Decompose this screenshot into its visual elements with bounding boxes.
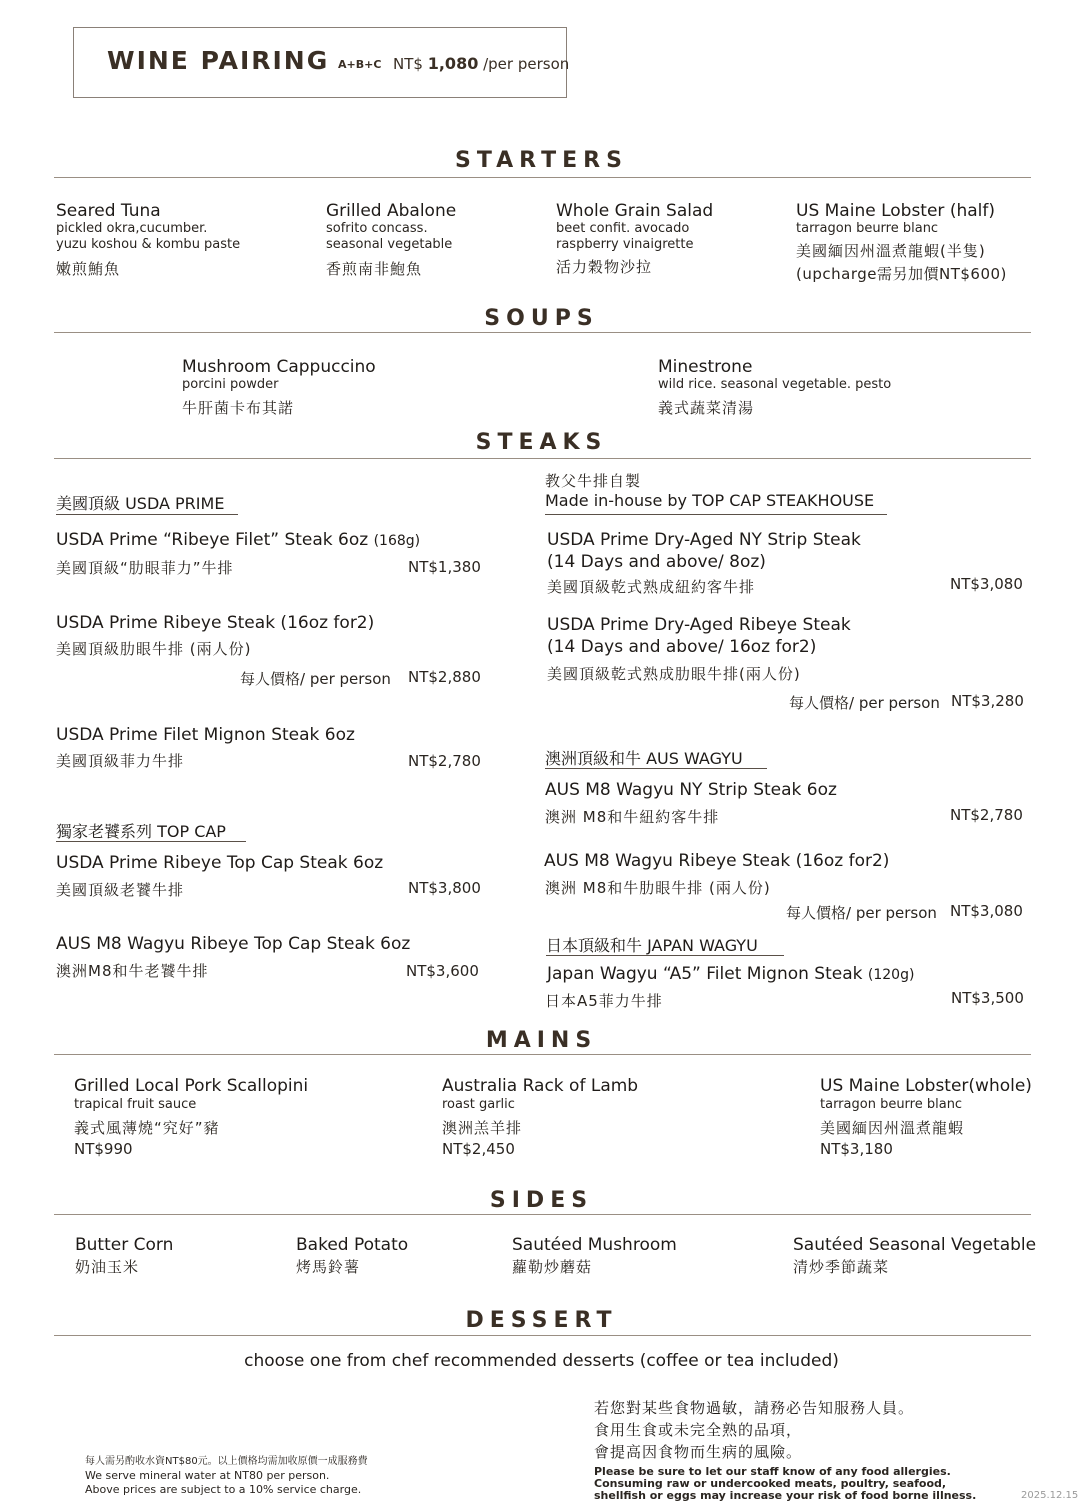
side-item [75, 1235, 173, 1277]
steak-zh: 美國頂級“肋眼菲力”牛排 [56, 559, 234, 577]
steak-zh: 美國頂級菲力牛排 [56, 752, 185, 770]
steak-name-text: Japan Wagyu “A5” Filet Mignon Steak [547, 964, 863, 984]
item-desc: seasonal vegetable [326, 237, 453, 252]
item-desc: sofrito concass. [326, 221, 428, 236]
steak-zh: 美國頂級肋眼牛排 (兩人份) [56, 640, 252, 658]
steak-weight: (168g) [373, 533, 421, 549]
main-item [820, 1076, 1032, 1158]
item-zh: 義式風薄燒“究好”豬 [74, 1119, 220, 1137]
item-zh: 義式蔬菜清湯 [658, 399, 755, 417]
item-name: Mushroom Cappuccino [182, 357, 376, 377]
item-name: Seared Tuna [56, 201, 161, 221]
item-zh: 活力穀物沙拉 [556, 258, 653, 276]
side-item [296, 1235, 408, 1277]
item-zh: 奶油玉米 [75, 1258, 140, 1276]
allergy-en-line: Consuming raw or undercooked meats, poultry, seafood, [594, 1477, 947, 1490]
mains-title: MAINS [485, 1028, 598, 1053]
item-desc: porcini powder [182, 377, 279, 392]
service-notice [85, 1455, 368, 1497]
steaks-title: STEAKS [475, 430, 608, 455]
soups-title: SOUPS [484, 306, 599, 331]
side-item [793, 1235, 1036, 1277]
in-house-underline [545, 514, 887, 515]
steak-zh: 美國頂級乾式熟成紐約客牛排 [547, 578, 756, 596]
per-person-label: 每人價格/ per person [240, 670, 391, 688]
sides-title: SIDES [489, 1188, 594, 1213]
side-item [512, 1235, 677, 1277]
item-desc: beet confit. avocado [556, 221, 690, 236]
usda-prime-underline [56, 514, 238, 515]
steak-name-text: USDA Prime “Ribeye Filet” Steak 6oz [56, 530, 369, 550]
steak-zh: 澳洲 M8和牛紐約客牛排 [545, 808, 720, 826]
steak-price: NT$3,500 [951, 989, 1024, 1007]
steak-name: AUS M8 Wagyu NY Strip Steak 6oz [545, 780, 837, 800]
item-name: Whole Grain Salad [556, 201, 714, 221]
wine-pairing-price [393, 54, 569, 73]
allergy-zh-line: 食用生食或未完全熟的品項， [594, 1421, 803, 1439]
water-notice-zh: 每人需另酌收水資NT$80元。以上價格均需加收原價一成服務費 [85, 1456, 368, 1467]
steak-name-line2: (14 Days and above/ 8oz) [547, 552, 766, 572]
in-house-header-en: Made in-house by TOP CAP STEAKHOUSE [545, 491, 875, 510]
service-charge-notice: Above prices are subject to a 10% service charge. [85, 1483, 362, 1496]
japan-wagyu-header: 日本頂級和牛 JAPAN WAGYU [546, 936, 758, 955]
steak-name: AUS M8 Wagyu Ribeye Top Cap Steak 6oz [56, 934, 411, 954]
starter-item [556, 201, 713, 277]
steaks-divider [54, 458, 1031, 459]
japan-wagyu-underline [546, 955, 784, 956]
water-notice-en: We serve mineral water at NT80 per person. [85, 1469, 330, 1482]
item-zh: 美國緬因州溫煮龍蝦(半隻) [796, 242, 986, 260]
usda-prime-header: 美國頂級 USDA PRIME [56, 494, 225, 513]
item-name: Australia Rack of Lamb [442, 1076, 639, 1096]
main-item [442, 1076, 638, 1158]
steak-weight: (120g) [867, 967, 915, 983]
steak-name [547, 964, 914, 984]
steak-price: NT$2,880 [408, 668, 481, 686]
item-zh: 美國緬因州溫煮龍蝦 [820, 1119, 965, 1137]
item-zh: 牛肝菌卡布其諾 [182, 399, 295, 417]
steak-price: NT$3,800 [408, 879, 481, 897]
sides-divider [54, 1214, 1031, 1215]
item-name: Grilled Local Pork Scallopini [74, 1076, 309, 1096]
steak-zh: 美國頂級乾式熟成肋眼牛排(兩人份) [547, 665, 801, 683]
item-desc: tarragon beurre blanc [796, 221, 939, 236]
steak-name [547, 529, 861, 573]
item-name: Sautéed Seasonal Vegetable [793, 1235, 1037, 1255]
starter-item [56, 201, 240, 279]
top-cap-underline [56, 841, 246, 842]
top-cap-header: 獨家老饕系列 TOP CAP [56, 822, 226, 841]
steak-name: AUS M8 Wagyu Ribeye Steak (16oz for2) [544, 851, 890, 871]
steak-price: NT$3,280 [951, 692, 1024, 710]
item-name: US Maine Lobster (half) [796, 201, 995, 221]
soup-item [182, 357, 376, 418]
item-upcharge: (upcharge需另加價NT$600) [796, 265, 1007, 283]
steak-price: NT$3,600 [406, 962, 479, 980]
steak-name: USDA Prime Filet Mignon Steak 6oz [56, 725, 355, 745]
steak-zh: 澳洲M8和牛老饕牛排 [56, 962, 209, 980]
item-desc: yuzu koshou & kombu paste [56, 237, 241, 252]
steak-price: NT$2,780 [408, 752, 481, 770]
mains-divider [54, 1054, 1031, 1055]
dessert-divider [54, 1335, 1031, 1336]
item-name: Baked Potato [296, 1235, 409, 1255]
soups-divider [54, 332, 1031, 333]
item-desc: tarragon beurre blanc [820, 1097, 963, 1112]
starter-item [326, 201, 456, 279]
allergy-zh-line: 若您對某些食物過敏，請務必告知服務人員。 [594, 1399, 915, 1417]
aus-wagyu-underline [545, 768, 767, 769]
item-zh: 香煎南非鮑魚 [326, 260, 423, 278]
starters-divider [54, 177, 1031, 178]
item-desc: pickled okra,cucumber. [56, 221, 208, 236]
item-desc: raspberry vinaigrette [556, 237, 694, 252]
allergy-en-line: Please be sure to let our staff know of any food allergies. [594, 1465, 951, 1478]
per-person-label: 每人價格/ per person [786, 904, 937, 922]
item-price: NT$990 [74, 1140, 133, 1158]
allergy-zh-line: 會提高因食物而生病的風險。 [594, 1443, 803, 1461]
item-desc: wild rice. seasonal vegetable. pesto [658, 377, 892, 392]
steak-name [56, 530, 420, 550]
starter-item [796, 201, 1007, 284]
price-value: 1,080 [427, 54, 479, 73]
wine-pairing-title: WINE PAIRING [107, 46, 330, 75]
item-zh: 清炒季節蔬菜 [793, 1258, 890, 1276]
steak-name: USDA Prime Ribeye Steak (16oz for2) [56, 613, 375, 633]
item-price: NT$2,450 [442, 1140, 515, 1158]
item-name: Grilled Abalone [326, 201, 457, 221]
steak-price: NT$3,080 [950, 902, 1023, 920]
allergy-notice [594, 1397, 976, 1502]
item-zh: 澳洲羔羊排 [442, 1119, 523, 1137]
steak-name [547, 614, 851, 658]
item-zh: 蘿勒炒蘑菇 [512, 1258, 593, 1276]
price-prefix: NT$ [393, 55, 423, 73]
steak-name: USDA Prime Ribeye Top Cap Steak 6oz [56, 853, 384, 873]
steak-zh: 美國頂級老饕牛排 [56, 881, 185, 899]
starters-title: STARTERS [455, 148, 628, 173]
item-desc: trapical fruit sauce [74, 1097, 197, 1112]
steak-name-line1: USDA Prime Dry-Aged Ribeye Steak [547, 615, 851, 635]
item-name: Minestrone [658, 357, 753, 377]
menu-date: 2025.12.15 [1021, 1490, 1079, 1501]
item-zh: 烤馬鈴薯 [296, 1258, 361, 1276]
steak-name-line1: USDA Prime Dry-Aged NY Strip Steak [547, 530, 861, 550]
main-item [74, 1076, 308, 1158]
steak-name-line2: (14 Days and above/ 16oz for2) [547, 637, 817, 657]
item-name: Sautéed Mushroom [512, 1235, 677, 1255]
steak-zh: 日本A5菲力牛排 [545, 992, 663, 1010]
per-person-label: 每人價格/ per person [789, 694, 940, 712]
dessert-title: DESSERT [465, 1308, 618, 1333]
steak-price: NT$3,080 [950, 575, 1023, 593]
price-suffix: /per person [483, 55, 570, 73]
steak-price: NT$2,780 [950, 806, 1023, 824]
aus-wagyu-header: 澳洲頂級和牛 AUS WAGYU [545, 749, 743, 768]
item-name: US Maine Lobster(whole) [820, 1076, 1032, 1096]
dessert-note: choose one from chef recommended desserts (coffee or tea included) [244, 1351, 839, 1371]
item-name: Butter Corn [75, 1235, 174, 1255]
item-price: NT$3,180 [820, 1140, 893, 1158]
item-zh: 嫩煎鮪魚 [56, 260, 121, 278]
allergy-en-line: shellfish or eggs may increase your risk of food borne illness. [594, 1489, 977, 1502]
in-house-header-zh: 教父牛排自製 [545, 472, 642, 490]
wine-pairing-combo: A+B+C [338, 58, 382, 71]
steak-zh: 澳洲 M8和牛肋眼牛排 (兩人份) [545, 879, 771, 897]
soup-item [658, 357, 891, 418]
item-desc: roast garlic [442, 1097, 515, 1112]
steak-price: NT$1,380 [408, 558, 481, 576]
